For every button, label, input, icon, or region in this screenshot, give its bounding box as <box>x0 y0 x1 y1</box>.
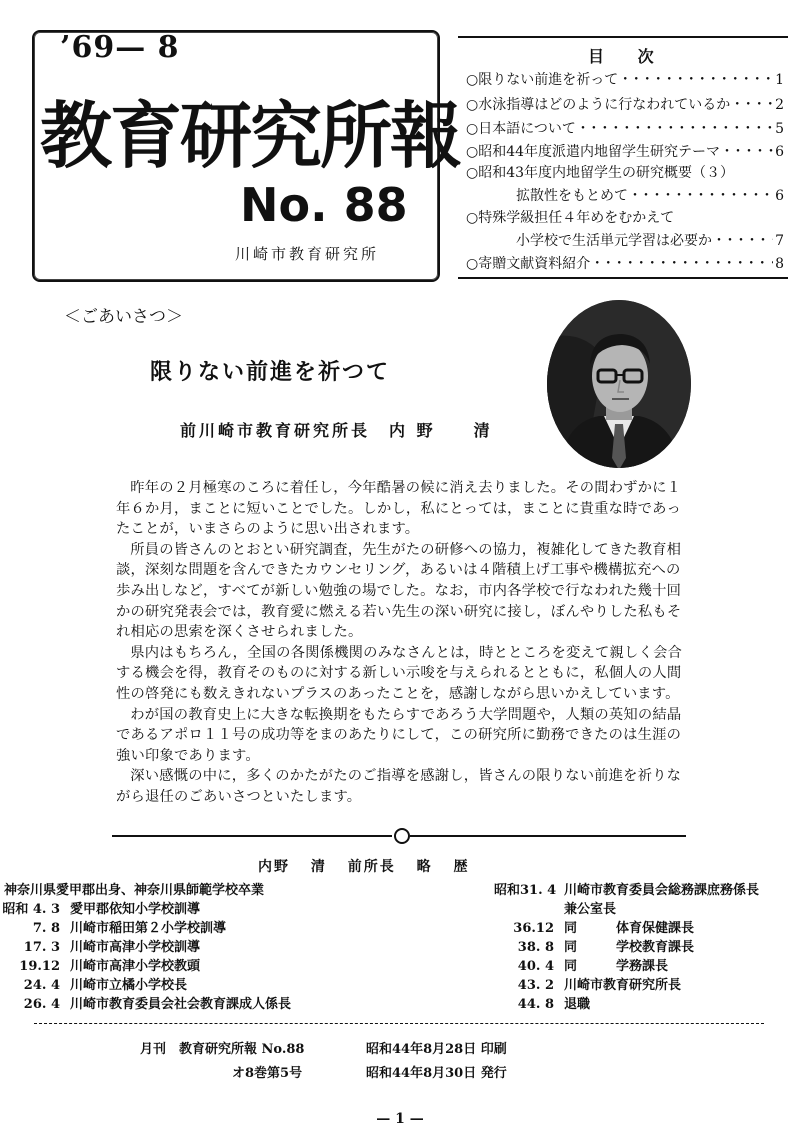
toc-item[interactable]: ○限りない前進を祈って ・・・・・・・・・・・・・・・・・・・・・・・・・・・・・・・・ 1 <box>466 70 784 90</box>
divider-line <box>410 835 686 837</box>
toc-item[interactable]: ○寄贈文献資料紹介 ・・・・・・・・・・・・・・・・・・・・・・・・・・・・・・・・ 8 <box>466 254 784 274</box>
issue-number: No. 88 <box>240 178 408 232</box>
career-row: 兼公室長 <box>564 902 617 917</box>
divider-circle-ornament <box>394 828 410 844</box>
career-row: 43. 2 川崎市教育研究所長 <box>517 978 682 993</box>
imprint-issue-date: 昭和44年8月30日 発行 <box>366 1066 507 1081</box>
toc-item[interactable]: ○水泳指導はどのように行なわれているか ・・・・・・・・・・・・・・・・・・・・・・・・・・・・・・・・ 2 <box>466 95 784 115</box>
career-row: 26. 4 川崎市教育委員会社会教育課成人係長 <box>23 997 292 1012</box>
author-portrait-photo <box>544 298 694 470</box>
article-title: 限りない前進を祈つて <box>150 359 391 385</box>
career-row: 昭和 4. 3 愛甲郡依知小学校訓導 <box>2 902 201 917</box>
imprint-print-date: 昭和44年8月28日 印刷 <box>366 1042 507 1057</box>
career-row: 17. 3 川崎市高津小学校訓導 <box>23 940 201 955</box>
paragraph: 県内はもちろん，全国の各関係機関のみなさんとは，時とところを変えて親しく会合する機会を得，教育そのものに対する新しい示唆を与えられるとともに，私個人の人間性の啓発にも数えきれないプラスのあったことを，感謝しながら思いかえしています。 <box>116 644 683 702</box>
career-row: 44. 8 退職 <box>517 997 591 1012</box>
greeting-body <box>116 478 684 808</box>
article-author: 前川崎市教育研究所長 内 野 清 <box>180 421 493 440</box>
toc-top-rule <box>458 36 788 38</box>
career-heading: 内野 清 前所長 略 歴 <box>258 859 470 875</box>
career-row: 38. 8 同 学校教育課長 <box>517 940 695 955</box>
toc-title: 目 次 <box>588 47 668 66</box>
career-row: 19.12 川崎市高津小学校教頭 <box>19 959 201 974</box>
career-row: 昭和31. 4 川崎市教育委員会総務課庶務係長 <box>494 883 760 898</box>
toc-item-subtitle[interactable]: 拡散性をもとめて ・・・・・・・・・・・・・・・・・・・・・・・・・・・・・・・・ 6 <box>516 186 784 206</box>
issue-date: ’69— 8 <box>60 30 180 65</box>
toc-item[interactable]: ○特殊学級担任４年めをむかえて <box>466 210 675 226</box>
page-number: — 1 — <box>376 1111 424 1127</box>
paragraph: わが国の教育史上に大きな転換期をもたらすであろう大学問題や，人類の英知の結晶であるアポロ１１号の成功等をまのあたりにして，この研究所に勤務できたのは生涯の強い印象であります。 <box>116 706 682 764</box>
paragraph: 所員の皆さんのとおとい研究調査，先生がたの研修への協力，複雑化してきた教育相談，深刻な問題を含んできたカウンセリング，あるいは４階積上げ工事や機構拡充への歩み出しなど，すべてが新しい勉強の場でした。なお，市内各学校で行なわれた幾十回かの研究発表会では，教育愛に燃える若い先生の深い研究に接し，ぼんやりした私もそれ相応の思索を深くさせられました。 <box>116 541 682 641</box>
toc-bottom-rule <box>458 277 788 279</box>
toc-item-subtitle[interactable]: 小学校で生活単元学習は必要か ・・・・・・・・・・・・・・・・・・・・・・・・・・・・・・・・ 7 <box>516 231 784 251</box>
career-row: 40. 4 同 学務課長 <box>517 959 669 974</box>
divider-line <box>112 835 392 837</box>
journal-title: 教育研究所報 <box>40 93 461 178</box>
imprint-volume: オ8巻第5号 <box>232 1066 303 1081</box>
imprint-publication: 月刊 教育研究所報 No.88 <box>140 1042 305 1057</box>
publisher-name: 川崎市教育研究所 <box>235 245 380 263</box>
career-row: 24. 4 川崎市立橘小学校長 <box>23 978 188 993</box>
paragraph: 昨年の２月極寒のころに着任し，今年酷暑の候に消え去りました。その間わずかに１年６か月，まことに短いことでした。しかし，私にとっては，まことに貴重な時であったことが，いまさらのように思い出されます。 <box>116 480 682 538</box>
career-origin: 神奈川県愛甲郡出身、神奈川県師範学校卒業 <box>4 883 265 898</box>
paragraph: 深い感慨の中に，多くのかたがたのご指導を感謝し，皆さんの限りない前進を祈りながら退任のごあいさつといたします。 <box>116 768 682 805</box>
toc-item[interactable]: ○昭和44年度派遣内地留学生研究テーマ ・・・・・・・・・・・・・・・・・・・・・・・・・・・・・・・・ 6 <box>466 142 784 162</box>
toc-item[interactable]: ○昭和43年度内地留学生の研究概要（３） <box>466 165 735 181</box>
career-row: 36.12 同 体育保健課長 <box>513 921 695 936</box>
career-row: 7. 8 川崎市稲田第２小学校訓導 <box>32 921 227 936</box>
section-heading: ＜ごあいさつ＞ <box>64 307 183 327</box>
footer-rule <box>34 1023 764 1024</box>
toc-item[interactable]: ○日本語について ・・・・・・・・・・・・・・・・・・・・・・・・・・・・・・・・ 5 <box>466 119 784 139</box>
